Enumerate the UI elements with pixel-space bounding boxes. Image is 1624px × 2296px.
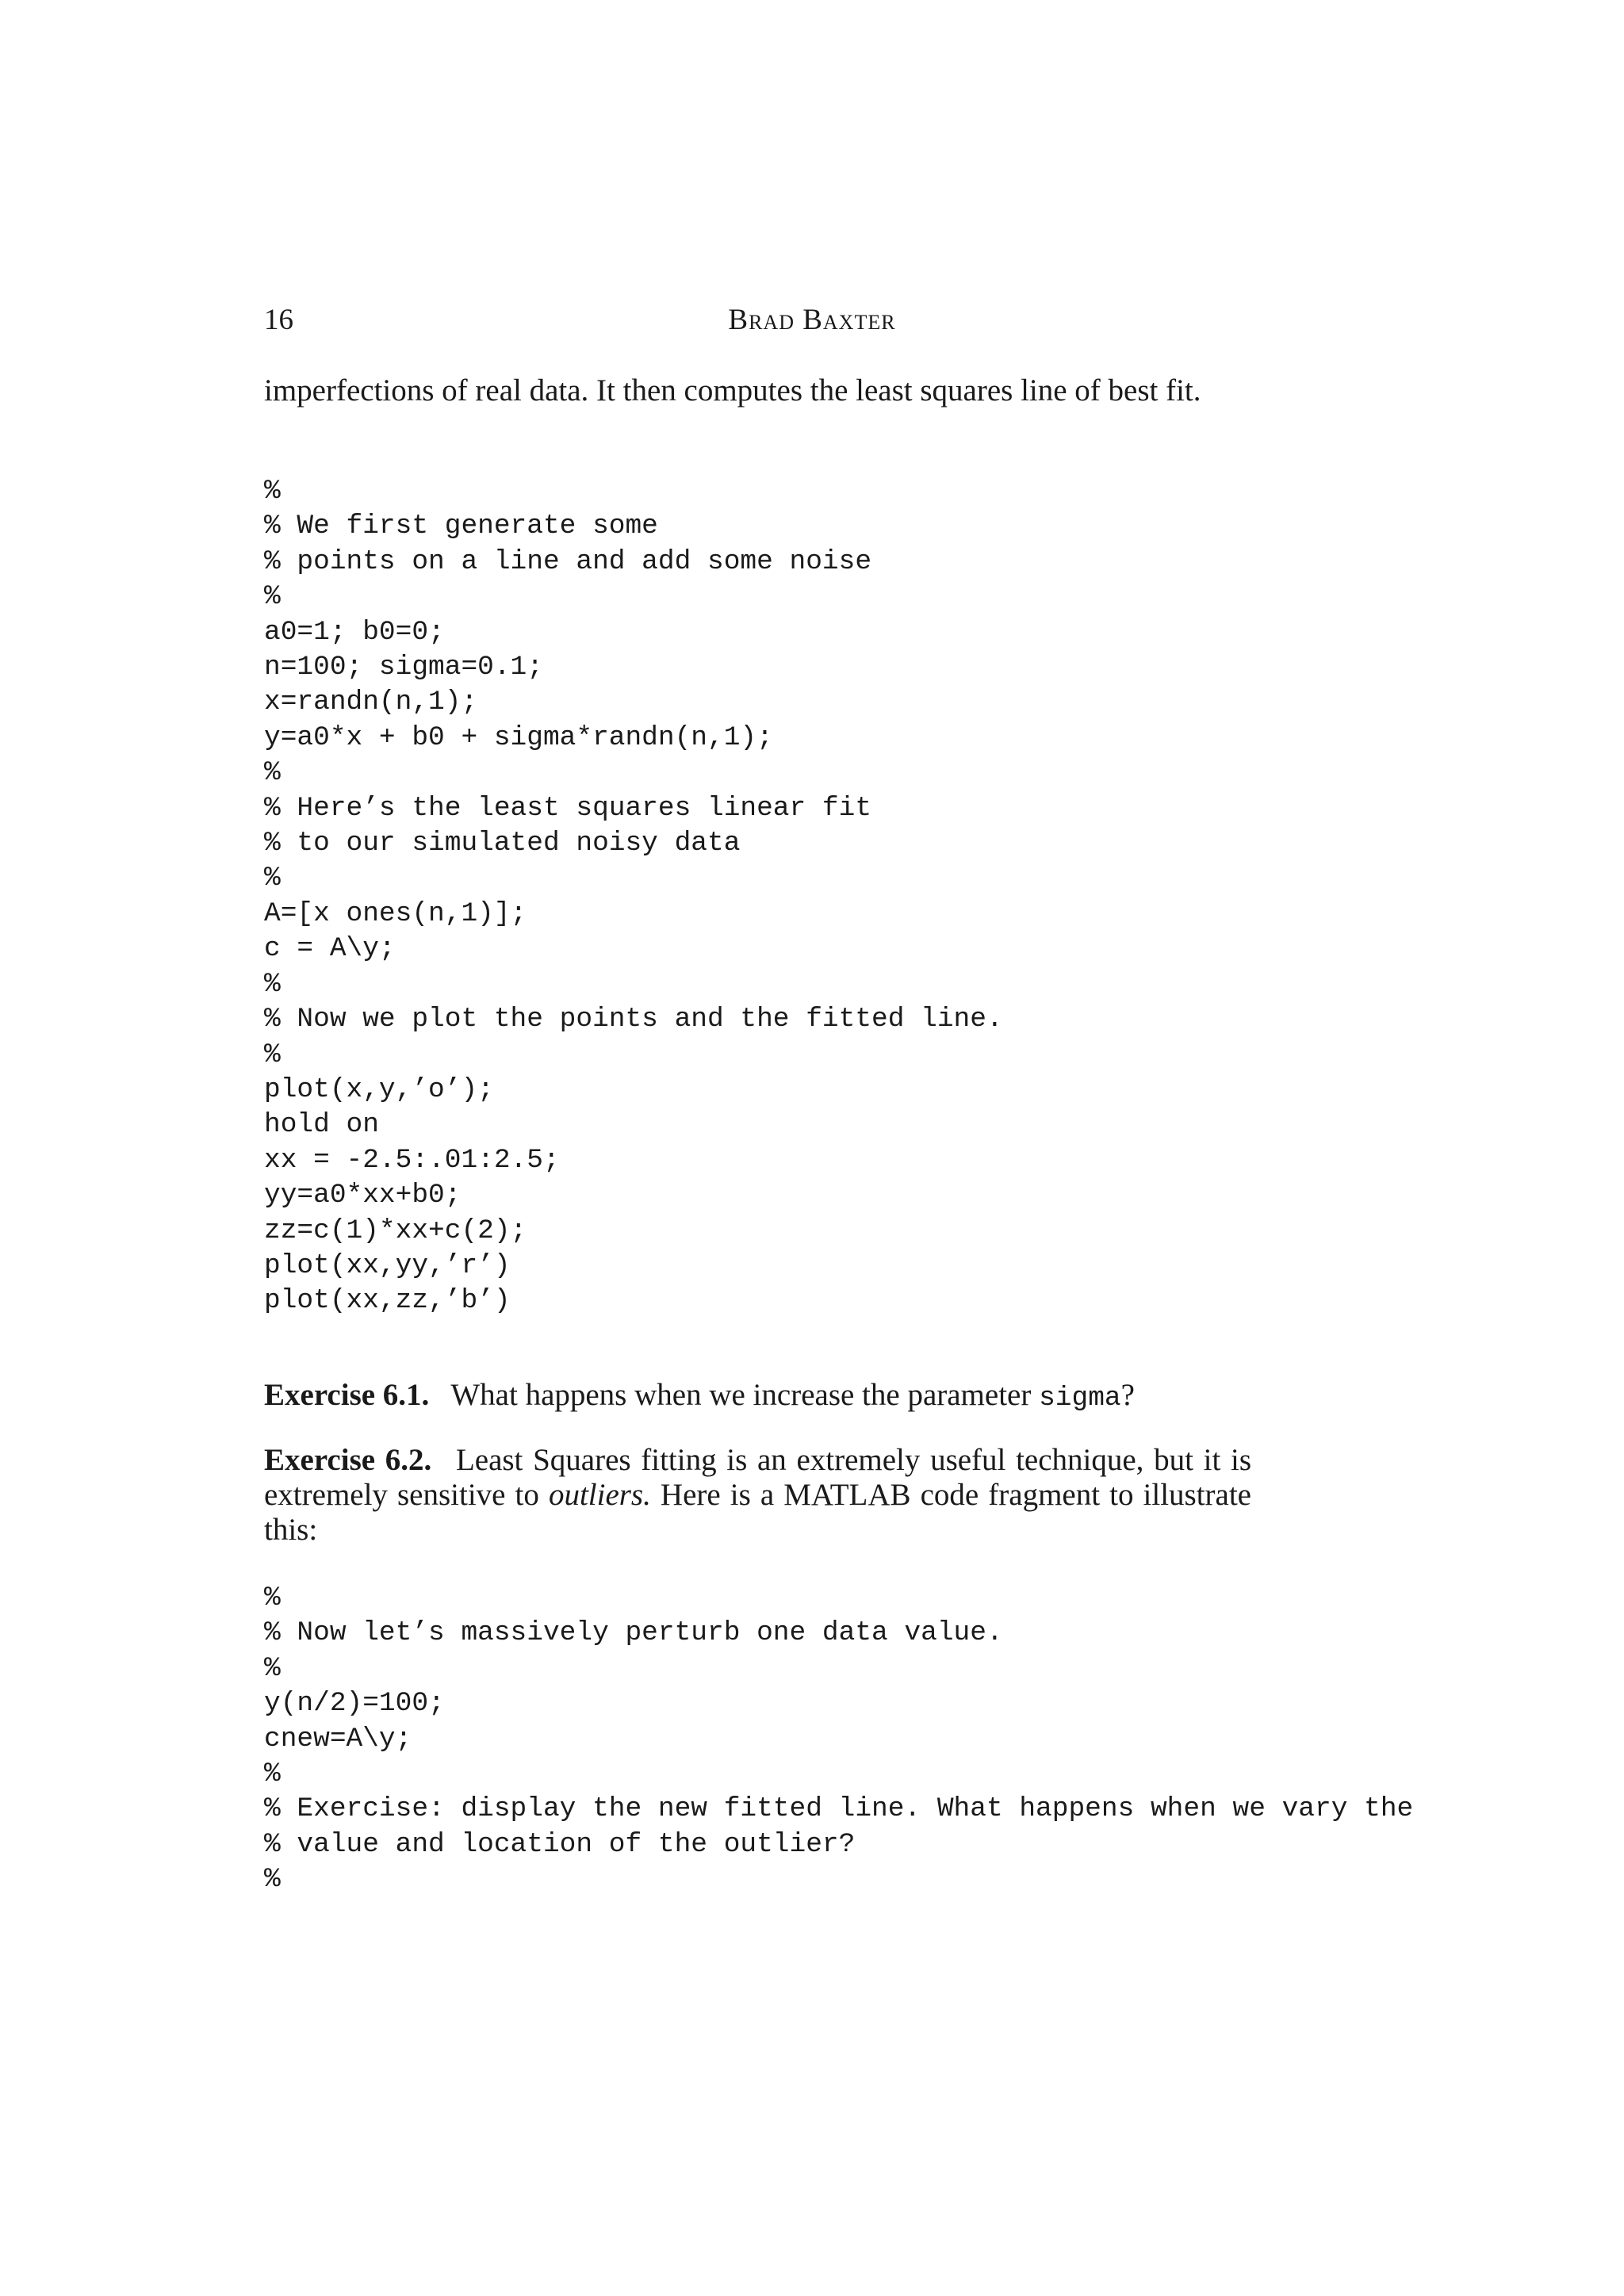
exercise-6-1-text: What happens when we increase the parameter: [450, 1378, 1040, 1412]
exercise-6-1-end: ?: [1120, 1378, 1135, 1412]
exercise-6-1: [264, 1378, 1251, 1416]
exercise-6-2-end: Here is a MATLAB code fragment to illustrate this:: [264, 1478, 1251, 1547]
running-head: Brad Baxter: [728, 304, 896, 336]
code-block-data-generation: % % We first generate some % points on a line and add some noise % a0=1; b0=0; n=100; sigma=0.1; x=randn(n,1); y=a0*x + b0 + sigma*randn(n,1); % % Here’s the least squares linear fit % to our simulated noisy data % A=[x ones(n,1)]; c = A\y; % % Now we plot the points and the fitted line. % plot(x,y,’o’); hold on xx = -2.5:.01:2.5; yy=a0*xx+b0; zz=c(1)*xx+c(2); plot(xx,yy,’r’) plot(xx,zz,’b’): [264, 476, 1003, 1317]
intro-paragraph: imperfections of real data. It then computes the least squares line of best fit.: [264, 373, 1201, 408]
code-block-outlier: % % Now let’s massively perturb one data value. % y(n/2)=100; cnew=A\y; % % Exercise: display the new fitted line. What happens when we vary the % value and location of the outlier? %: [264, 1582, 1414, 1896]
exercise-6-2-emphasis: outliers.: [548, 1478, 651, 1512]
page-number: 16: [264, 304, 293, 336]
exercise-6-2: [264, 1443, 1251, 1548]
exercise-6-1-label: Exercise 6.1.: [264, 1378, 430, 1412]
exercise-6-2-text: Least Squares fitting is an extremely useful technique, but it is extremely sensitive to: [264, 1443, 1251, 1512]
exercise-6-2-label: Exercise 6.2.: [264, 1443, 432, 1477]
exercise-6-1-code: sigma: [1039, 1383, 1121, 1414]
